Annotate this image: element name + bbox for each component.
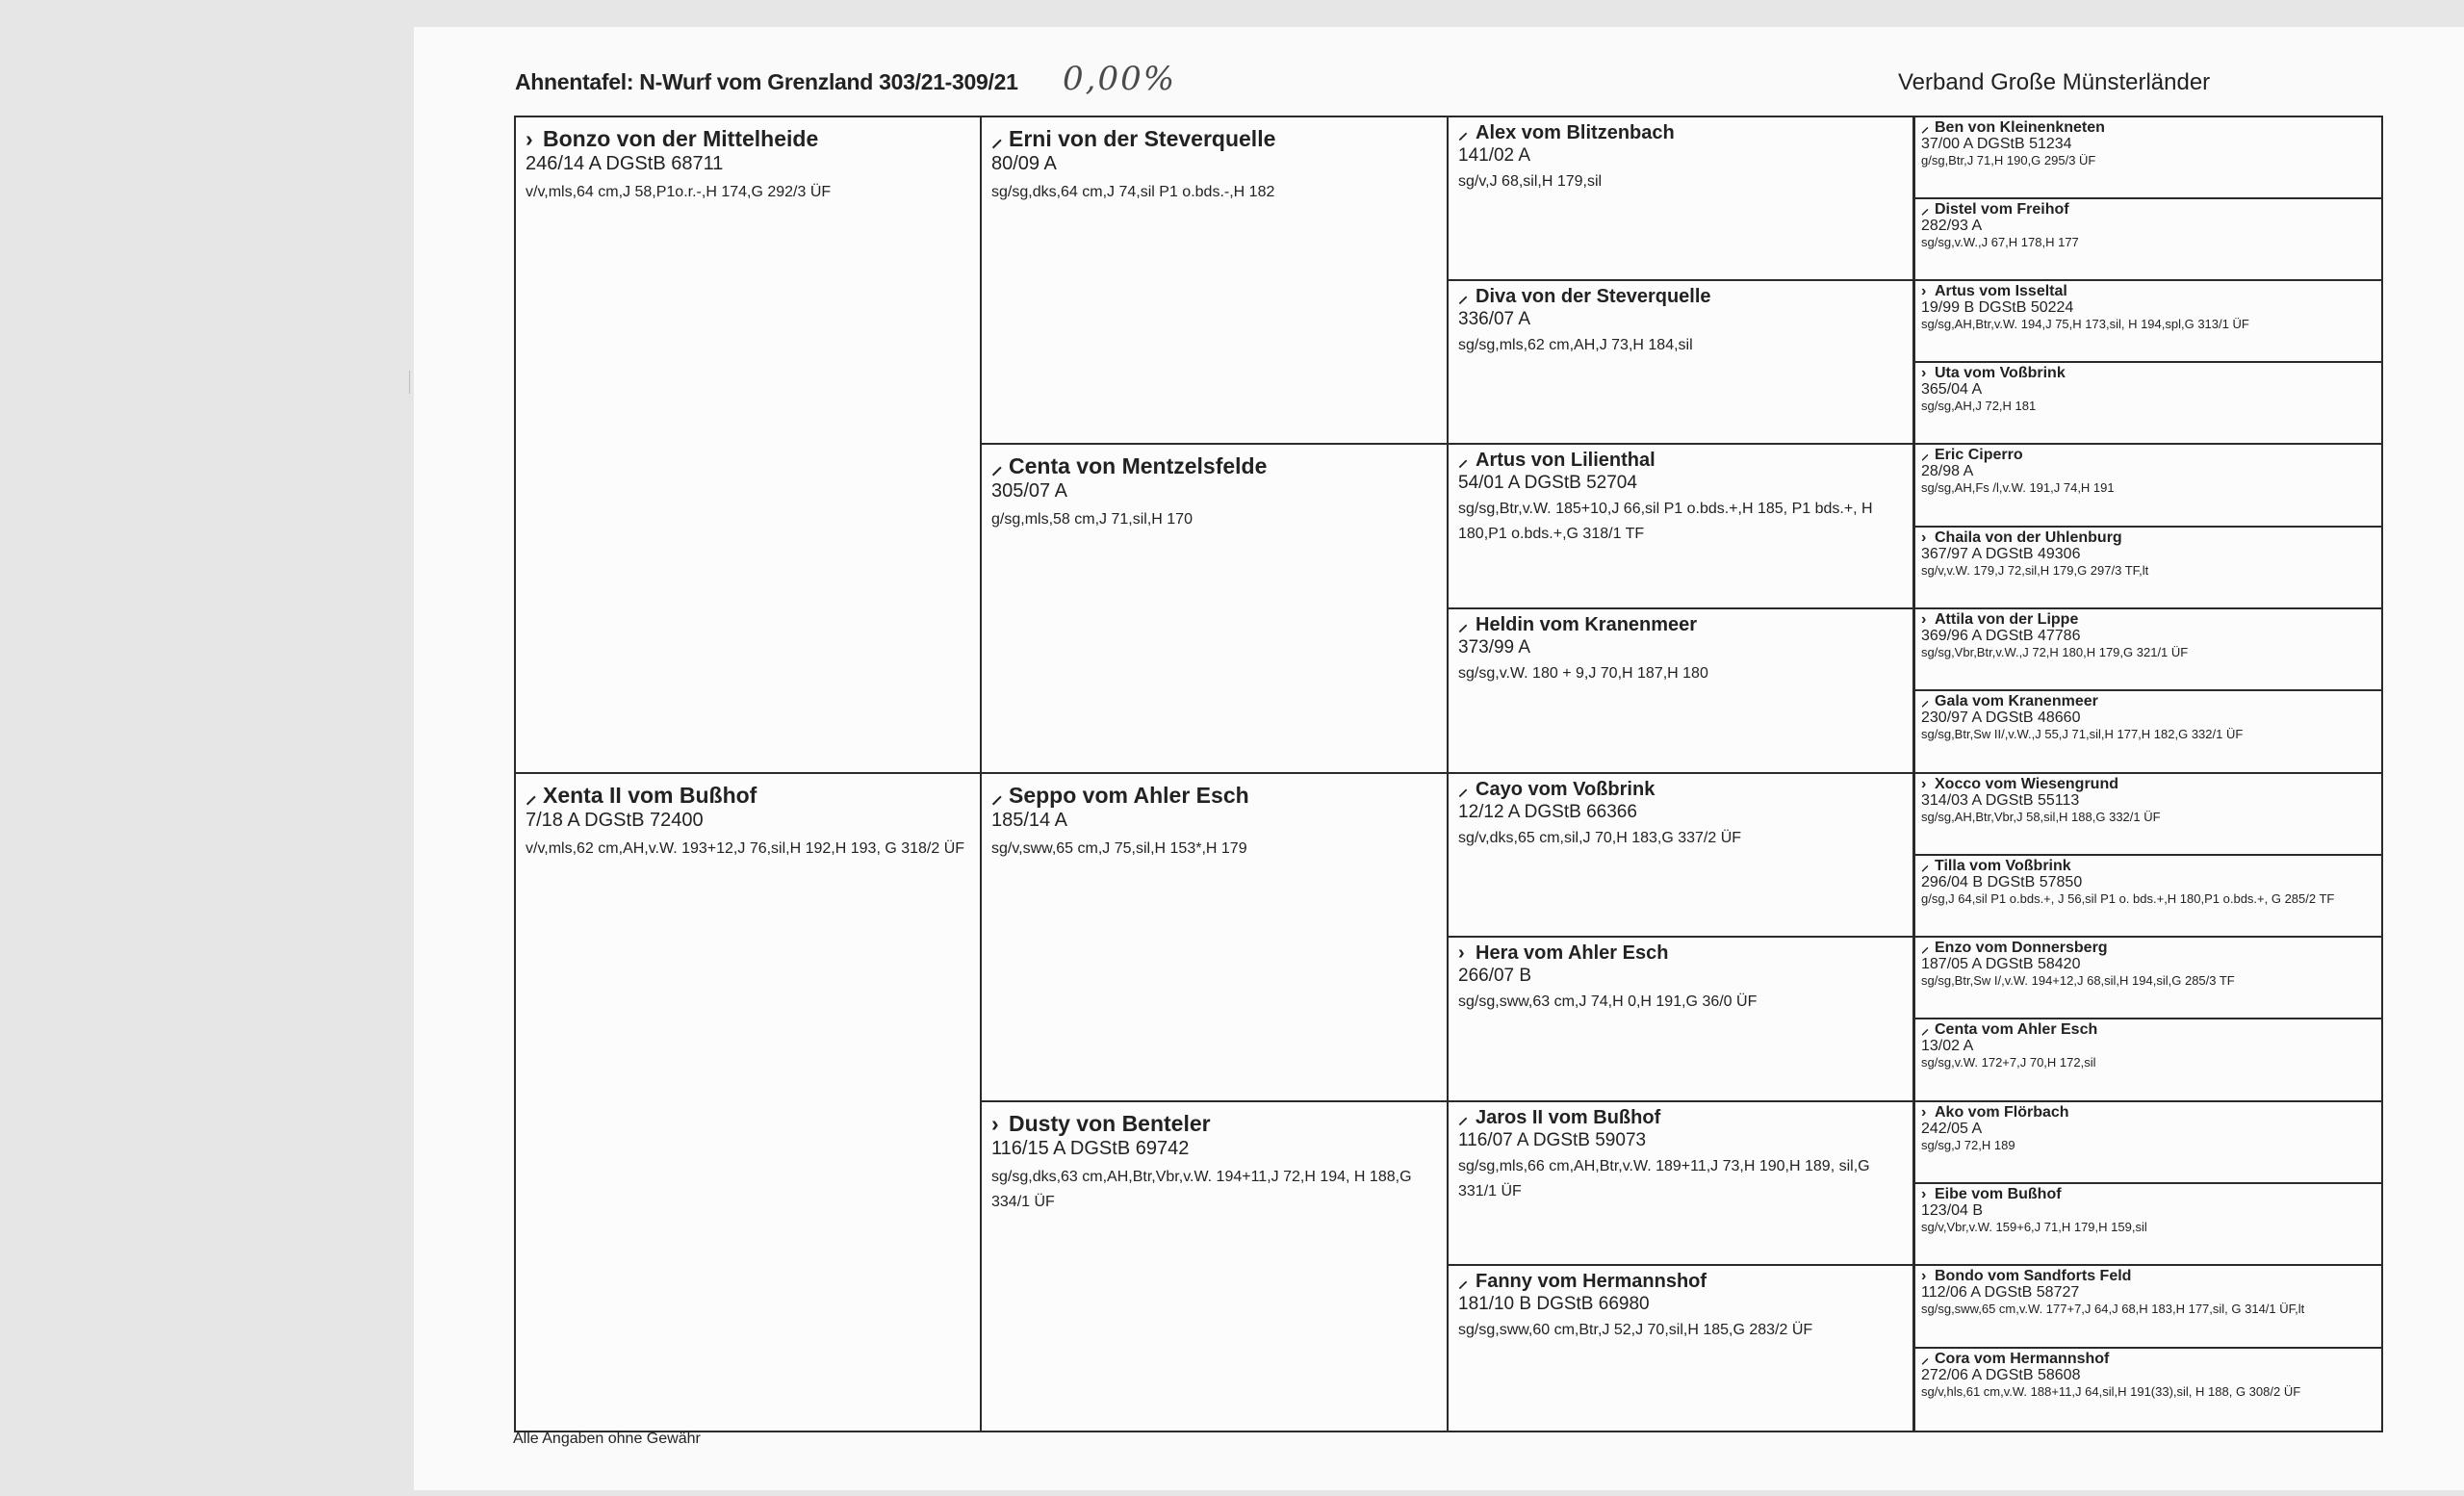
dog-details: v/v,mls,64 cm,J 58,P1o.r.-,H 174,G 292/3 ÜF [526,184,832,200]
dog-registration: 365/04 A [1921,381,1983,398]
gen4-cell-7 [1913,607,2383,691]
dog-registration: 19/99 B DGStB 50224 [1921,299,2074,316]
dog-registration: 13/02 A [1921,1038,1974,1054]
gen4-cell-4 [1913,361,2383,445]
sex-marker: ⸝ [991,453,1003,478]
dog-registration: 336/07 A [1458,309,1531,329]
dog-name: ⸝ Heldin vom Kranenmeer [1458,614,1698,635]
dog-details: g/sg,mls,58 cm,J 71,sil,H 170 [991,511,1193,528]
dog-name: ⸝ Artus von Lilienthal [1458,450,1656,471]
dog-details: sg/v,dks,65 cm,sil,J 70,H 183,G 337/2 ÜF [1458,830,1742,846]
dog-details: sg/sg,Btr,v.W. 185+10,J 66,sil P1 o.bds.+,H 185, P1 bds.+, H 180,P1 o.bds.+,G 318/1 TF [1458,501,1873,542]
sex-marker: › [1921,283,1927,299]
gen4-cell-5 [1913,443,2383,528]
dog-details: sg/v,v.W. 179,J 72,sil,H 179,G 297/3 TF,lt [1921,563,2149,578]
dog-registration: 185/14 A [991,810,1067,831]
dog-details: g/sg,J 64,sil P1 o.bds.+, J 56,sil P1 o. bds.+,H 180,P1 o.bds.+, G 285/2 TF [1921,891,2335,906]
dog-name: ⸝ Diva von der Steverquelle [1458,286,1711,307]
dog-details: sg/sg,AH,Btr,v.W. 194,J 75,H 173,sil, H 194,spl,G 313/1 ÜF [1921,317,2249,331]
dog-name: › Bonzo von der Mittelheide [526,126,819,151]
dog-details: sg/sg,AH,Fs /l,v.W. 191,J 74,H 191 [1921,480,2115,495]
dog-details: g/sg,Btr,J 71,H 190,G 295/3 ÜF [1921,153,2096,168]
gen4-cell-11 [1913,936,2383,1019]
gen2-cell-3 [980,772,1449,1102]
gen4-cell-1 [1913,116,2383,199]
gen4-cell-6 [1913,526,2383,609]
dog-name: ⸝ Centa vom Ahler Esch [1921,1021,2098,1038]
gen4-cell-10 [1913,854,2383,938]
sex-marker: ⸝ [526,783,537,808]
dog-registration: 181/10 B DGStB 66980 [1458,1294,1650,1314]
dog-details: sg/sg,Btr,Sw I/,v.W. 194+12,J 68,sil,H 194,sil,G 285/3 TF [1921,973,2235,988]
sex-marker: ⸝ [1921,201,1930,218]
dog-registration: 80/09 A [991,153,1057,174]
dog-registration: 116/15 A DGStB 69742 [991,1138,1190,1159]
gen4-cell-16 [1913,1347,2383,1432]
sex-marker: ⸝ [991,783,1003,808]
dog-name: › Hera vom Ahler Esch [1458,942,1669,964]
sex-marker: ⸝ [1458,1271,1468,1292]
sex-marker: ⸝ [1921,119,1930,136]
dog-details: sg/sg,AH,Btr,Vbr,J 58,sil,H 188,G 332/1 ÜF [1921,810,2161,824]
sex-marker: ⸝ [1921,858,1930,874]
dog-registration: 54/01 A DGStB 52704 [1458,473,1637,493]
dog-registration: 272/06 A DGStB 58608 [1921,1367,2081,1383]
dog-registration: 282/93 A [1921,218,1983,234]
sex-marker: › [1921,365,1927,381]
dog-name: ⸝ Alex vom Blitzenbach [1458,122,1675,143]
sex-marker: › [526,126,533,151]
dog-details: sg/sg,mls,62 cm,AH,J 73,H 184,sil [1458,337,1693,353]
dog-registration: 305/07 A [991,480,1067,502]
dog-name: ⸝ Centa von Mentzelsfelde [991,453,1268,478]
sex-marker: ⸝ [1921,447,1930,463]
sex-marker: ⸝ [1458,286,1468,307]
dog-registration: 296/04 B DGStB 57850 [1921,874,2083,890]
gen3-cell-1 [1447,116,1914,281]
handwritten-note: 0,00% [1063,60,1177,98]
gen2-cell-2 [980,443,1449,774]
dog-registration: 37/00 A DGStB 51234 [1921,136,2072,152]
dog-details: sg/sg,J 72,H 189 [1921,1138,2015,1152]
dog-registration: 373/99 A [1458,637,1531,658]
gen4-cell-3 [1913,279,2383,363]
disclaimer: Alle Angaben ohne Gewähr [513,1431,701,1447]
dog-name: ⸝ Fanny vom Hermannshof [1458,1271,1707,1292]
gen4-cell-13 [1913,1100,2383,1184]
gen3-cell-8 [1447,1264,1914,1432]
dog-name: › Bondo vom Sandforts Feld [1921,1268,2132,1284]
gen4-cell-9 [1913,772,2383,856]
dog-name: › Chaila von der Uhlenburg [1921,529,2122,546]
gen3-cell-3 [1447,443,1914,609]
gen3-cell-5 [1447,772,1914,938]
gen4-cell-14 [1913,1182,2383,1266]
dog-details: sg/v,Vbr,v.W. 159+6,J 71,H 179,H 159,sil [1921,1220,2147,1234]
dog-registration: 242/05 A [1921,1121,1983,1137]
dog-details: sg/v,sww,65 cm,J 75,sil,H 153*,H 179 [991,840,1247,857]
dog-name: ⸝ Ben von Kleinenkneten [1921,119,2105,136]
dog-name: ⸝ Jaros II vom Bußhof [1458,1107,1661,1128]
dog-name: › Attila von der Lippe [1921,611,2079,628]
dog-name: ⸝ Seppo vom Ahler Esch [991,783,1249,808]
dog-name: ⸝ Gala vom Kranenmeer [1921,693,2098,709]
dog-name: › Artus vom Isseltal [1921,283,2067,299]
sex-marker: ⸝ [991,126,1003,151]
dog-details: sg/v,hls,61 cm,v.W. 188+11,J 64,sil,H 191(33),sil, H 188, G 308/2 ÜF [1921,1384,2301,1399]
gen1-dam [514,772,982,1432]
gen4-cell-15 [1913,1264,2383,1349]
gen3-cell-7 [1447,1100,1914,1266]
gen4-cell-2 [1913,197,2383,281]
sex-marker: ⸝ [1921,1351,1930,1367]
dog-registration: 367/97 A DGStB 49306 [1921,546,2081,562]
dog-name: ⸝ Distel vom Freihof [1921,201,2069,218]
sex-marker: ⸝ [1921,1021,1930,1038]
dog-registration: 141/02 A [1458,145,1531,166]
dog-name: ⸝ Cora vom Hermannshof [1921,1351,2110,1367]
scan-mark [409,371,410,394]
dog-name: › Eibe vom Bußhof [1921,1186,2062,1202]
sex-marker: ⸝ [1458,614,1468,635]
gen3-cell-4 [1447,607,1914,774]
dog-name: ⸝ Enzo vom Donnersberg [1921,940,2108,956]
dog-details: v/v,mls,62 cm,AH,v.W. 193+12,J 76,sil,H 192,H 193, G 318/2 ÜF [526,840,965,857]
gen3-cell-2 [1447,279,1914,445]
dog-registration: 123/04 B [1921,1202,1984,1219]
pedigree-title: Ahnentafel: N-Wurf vom Grenzland 303/21-309/21 [515,69,1018,94]
sex-marker: › [1921,1104,1927,1121]
sex-marker: ⸝ [1458,779,1468,800]
dog-registration: 28/98 A [1921,463,1974,479]
dog-name: ⸝ Eric Ciperro [1921,447,2023,463]
dog-registration: 246/14 A DGStB 68711 [526,153,724,174]
dog-name: ⸝ Cayo vom Voßbrink [1458,779,1656,800]
dog-details: sg/sg,dks,63 cm,AH,Btr,Vbr,v.W. 194+11,J 72,H 194, H 188,G 334/1 ÜF [991,1169,1412,1210]
sex-marker: ⸝ [1458,1107,1468,1128]
dog-registration: 230/97 A DGStB 48660 [1921,709,2081,726]
dog-registration: 112/06 A DGStB 58727 [1921,1284,2080,1301]
dog-name: ⸝ Xenta II vom Bußhof [526,783,757,808]
organization-name: Verband Große Münsterländer [1898,69,2211,95]
dog-details: sg/sg,Vbr,Btr,v.W.,J 72,H 180,H 179,G 321/1 ÜF [1921,645,2189,659]
sex-marker: › [1921,611,1927,628]
dog-registration: 314/03 A DGStB 55113 [1921,792,2080,809]
dog-details: sg/sg,v.W. 172+7,J 70,H 172,sil [1921,1055,2096,1070]
sex-marker: › [1921,1186,1927,1202]
sex-marker: › [1921,529,1927,546]
sex-marker: ⸝ [1921,693,1930,709]
sex-marker: › [1921,1268,1927,1284]
dog-details: sg/sg,dks,64 cm,J 74,sil P1 o.bds.-,H 182 [991,184,1275,200]
dog-details: sg/v,J 68,sil,H 179,sil [1458,173,1603,190]
dog-details: sg/sg,mls,66 cm,AH,Btr,v.W. 189+11,J 73,H 190,H 189, sil,G 331/1 ÜF [1458,1158,1870,1199]
sex-marker: › [991,1111,999,1136]
dog-name: › Dusty von Benteler [991,1111,1211,1136]
dog-name: › Ako vom Flörbach [1921,1104,2069,1121]
sex-marker: ⸝ [1458,122,1468,143]
sex-marker: ⸝ [1921,940,1930,956]
dog-name: › Uta vom Voßbrink [1921,365,2066,381]
sex-marker: › [1458,942,1465,964]
dog-name: ⸝ Tilla vom Voßbrink [1921,858,2071,874]
gen2-cell-1 [980,116,1449,445]
dog-details: sg/sg,sww,63 cm,J 74,H 0,H 191,G 36/0 ÜF [1458,993,1758,1010]
gen1-sire [514,116,982,774]
dog-details: sg/sg,v.W. 180 + 9,J 70,H 187,H 180 [1458,665,1708,682]
sex-marker: › [1921,776,1927,792]
dog-registration: 266/07 B [1458,966,1532,986]
dog-details: sg/sg,sww,60 cm,Btr,J 52,J 70,sil,H 185,G 283/2 ÜF [1458,1322,1813,1338]
gen3-cell-6 [1447,936,1914,1102]
dog-details: sg/sg,AH,J 72,H 181 [1921,399,2037,413]
dog-name: ⸝ Erni von der Steverquelle [991,126,1276,151]
dog-details: sg/sg,v.W.,J 67,H 178,H 177 [1921,235,2079,249]
dog-registration: 116/07 A DGStB 59073 [1458,1130,1647,1150]
dog-registration: 187/05 A DGStB 58420 [1921,956,2081,972]
gen4-cell-12 [1913,1018,2383,1102]
dog-details: sg/sg,sww,65 cm,v.W. 177+7,J 64,J 68,H 183,H 177,sil, G 314/1 ÜF,lt [1921,1302,2305,1316]
dog-registration: 369/96 A DGStB 47786 [1921,628,2081,644]
dog-name: › Xocco vom Wiesengrund [1921,776,2118,792]
gen2-cell-4 [980,1100,1449,1432]
dog-registration: 7/18 A DGStB 72400 [526,810,704,831]
sex-marker: ⸝ [1458,450,1468,471]
dog-registration: 12/12 A DGStB 66366 [1458,802,1637,822]
dog-details: sg/sg,Btr,Sw II/,v.W.,J 55,J 71,sil,H 177,H 182,G 332/1 ÜF [1921,727,2244,741]
gen4-cell-8 [1913,689,2383,774]
